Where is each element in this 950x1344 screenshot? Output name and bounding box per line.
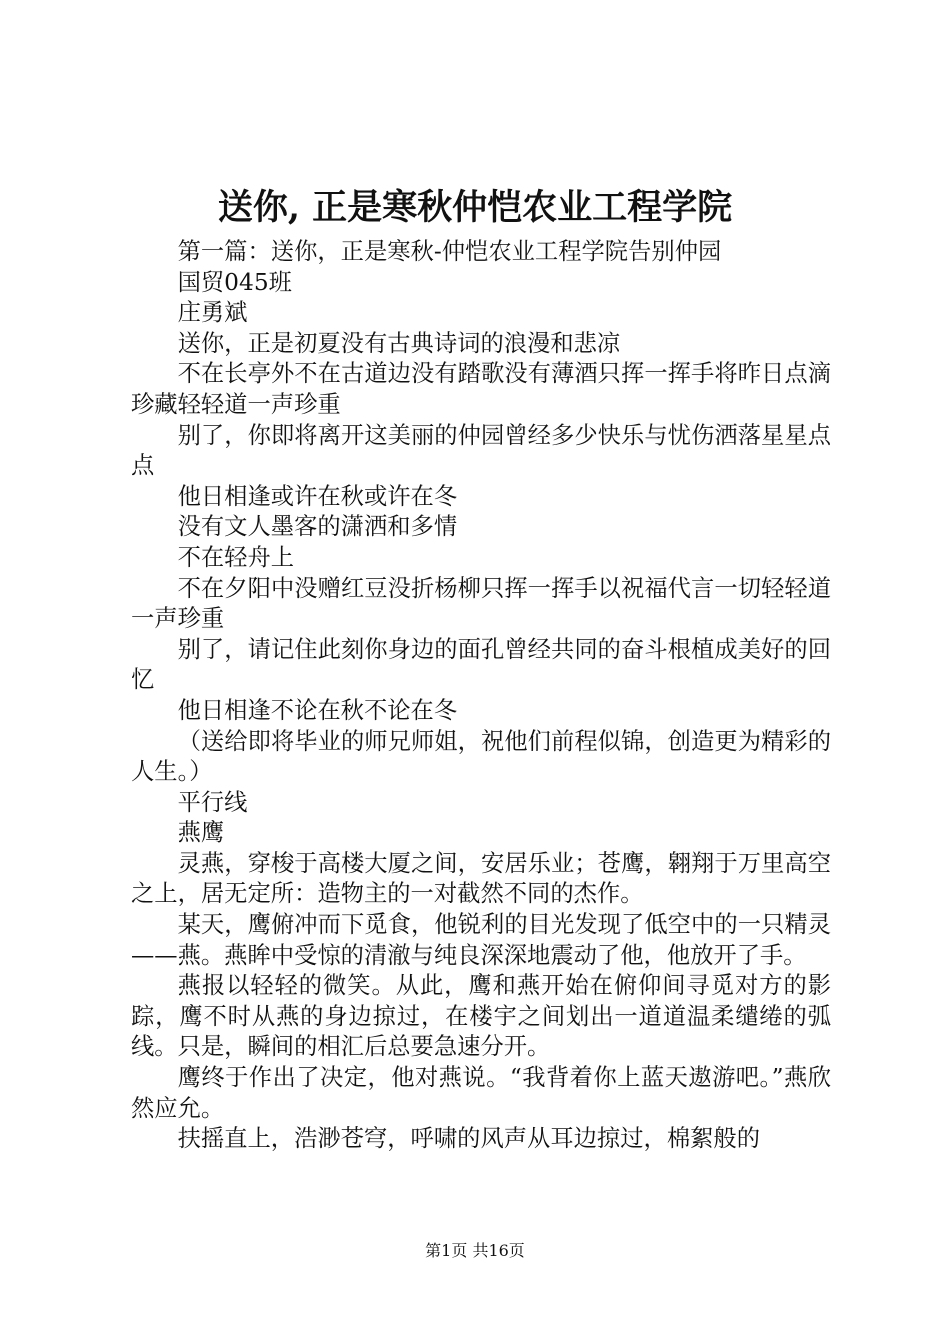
paragraph: 国贸045班 <box>177 268 292 296</box>
paragraph: 没有文人墨客的潇洒和多情 <box>177 513 458 541</box>
page-footer: 第1页 共16页 <box>425 1241 525 1260</box>
paragraph: 第一篇：送你，正是寒秋-仲恺农业工程学院告别仲园 <box>177 238 722 265</box>
paragraph: 不在轻舟上 <box>177 543 295 571</box>
paragraph: 鹰终于作出了决定，他对燕说。“我背着你上蓝天遨游吧。”燕欣然应允。 <box>131 1064 831 1122</box>
paragraph: 别了，你即将离开这美丽的仲园曾经多少快乐与忧伤洒落星星点点 <box>131 421 831 480</box>
paragraph: 扶摇直上，浩渺苍穹，呼啸的风声从耳边掠过，棉絮般的 <box>177 1125 761 1153</box>
paragraph: 燕鹰 <box>177 819 225 847</box>
paragraph: 他日相逢不论在秋不论在冬 <box>177 696 458 724</box>
paragraph: 燕报以轻轻的微笑。从此，鹰和燕开始在俯仰间寻觅对方的影踪，鹰不时从燕的身边掠过，在楼宇之间划出一道道温柔缱绻的弧线。只是，瞬间的相汇后总要急速分开。 <box>131 972 831 1061</box>
paragraph: 别了，请记住此刻你身边的面孔曾经共同的奋斗根植成美好的回忆 <box>131 635 831 694</box>
paragraph: 他日相逢或许在秋或许在冬 <box>177 482 458 510</box>
paragraph: 平行线 <box>177 788 248 816</box>
paragraph: 不在夕阳中没赠红豆没折杨柳只挥一挥手以祝福代言一切轻轻道一声珍重 <box>131 574 831 633</box>
paragraph: 灵燕，穿梭于高楼大厦之间，安居乐业；苍鹰，翱翔于万里高空之上，居无定所：造物主的一对截然不同的杰作。 <box>131 849 831 908</box>
paragraph: 庄勇斌 <box>177 299 248 327</box>
paragraph: 送你，正是初夏没有古典诗词的浪漫和悲凉 <box>177 329 621 357</box>
paragraph: 某天，鹰俯冲而下觅食，他锐利的目光发现了低空中的一只精灵——燕。燕眸中受惊的清澈与纯良深深地震动了他，他放开了手。 <box>131 911 831 969</box>
document-title: 送你, 正是寒秋仲恺农业工程学院 <box>217 187 733 228</box>
document-body <box>131 237 831 1155</box>
paragraph: （送给即将毕业的师兄师姐，祝他们前程似锦，创造更为精彩的人生。） <box>131 727 831 786</box>
paragraph: 不在长亭外不在古道边没有踏歌没有薄酒只挥一挥手将昨日点滴珍藏轻轻道一声珍重 <box>131 360 831 418</box>
